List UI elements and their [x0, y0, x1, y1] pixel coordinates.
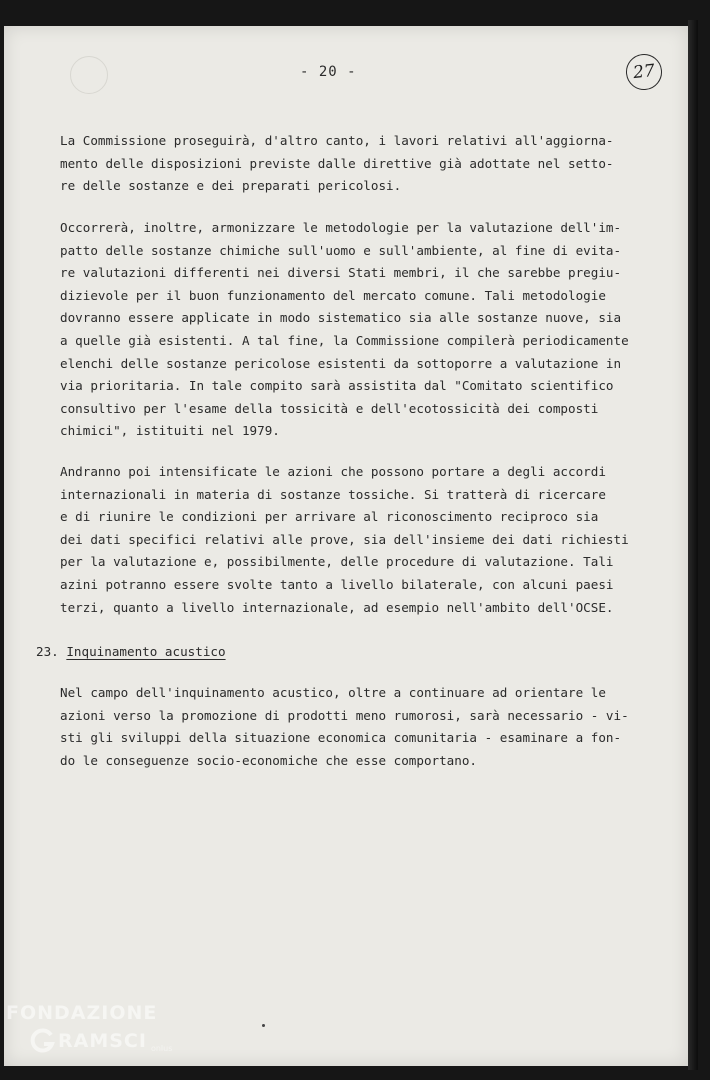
text-line: e di riunire le condizioni per arrivare al riconoscimento reciproco sia [60, 509, 599, 525]
folio-stamp: 27 [624, 52, 664, 92]
text-line: Nel campo dell'inquinamento acustico, oltre a continuare ad orientare le [60, 685, 606, 700]
text-line: dei dati specifici relativi alle prove, sia dell'insieme dei dati richiesti [60, 531, 629, 547]
paragraph-4 [60, 682, 629, 772]
text-line: Andranno poi intensificate le azioni che possono portare a degli accordi [60, 464, 606, 479]
text-line: internazionali in materia di sostanze tossiche. Si tratterà di ricercare [60, 486, 606, 502]
section-title: Inquinamento acustico [66, 644, 226, 659]
text-line: mento delle disposizioni previste dalle direttive già adottate nel setto- [60, 155, 614, 171]
watermark-logo: FONDAZIONE [6, 1002, 158, 1024]
text-line: per la valutazione e, possibilmente, delle procedure di valutazione. Tali [60, 554, 614, 570]
text-line: a quelle già esistenti. A tal fine, la Commissione compilerà periodicamente [60, 332, 629, 348]
section-heading [36, 641, 226, 663]
text-line: dovranno essere applicate in modo sistematico sia alle sostanze nuove, sia [60, 310, 622, 326]
watermark-logo-line [30, 1028, 172, 1054]
text-line: consultivo per l'esame della tossicità e dell'ecotossicità dei composti [60, 400, 599, 416]
paragraph-3 [60, 461, 629, 619]
text-line: patto delle sostanze chimiche sull'uomo e sull'ambiente, al fine di evita- [60, 242, 622, 258]
paragraph-1 [60, 130, 620, 198]
text-line: Occorrerà, inoltre, armonizzare le metodologie per la valutazione dell'im- [60, 220, 622, 235]
page-number: - 20 - [300, 64, 357, 80]
text-line: azini potranno essere svolte tanto a livello bilaterale, con alcuni paesi [60, 576, 614, 592]
text-line: azioni verso la promozione di prodotti meno rumorosi, sarà necessario - vi- [60, 707, 629, 723]
watermark-small-text: onlus [150, 1043, 173, 1053]
watermark-text: RAMSCI [58, 1030, 147, 1052]
paragraph-2 [60, 217, 629, 443]
text-line: via prioritaria. In tale compito sarà assistita dal "Comitato scientifico [60, 378, 614, 394]
text-line: terzi, quanto a livello internazionale, ad esempio nell'ambito dell'OCSE. [60, 599, 614, 615]
g-logo-icon [30, 1028, 56, 1054]
ink-speck [262, 1024, 265, 1027]
text-line: re valutazioni differenti nei diversi Stati membri, il che sarebbe pregiu- [60, 265, 622, 281]
text-line: elenchi delle sostanze pericolose esistenti da sottoporre a valutazione in [60, 355, 622, 371]
text-line: La Commissione proseguirà, d'altro canto, i lavori relativi all'aggiorna- [60, 133, 614, 148]
section-number: 23. [36, 644, 59, 659]
text-line: dizievole per il buon funzionamento del mercato comune. Tali metodologie [60, 287, 606, 303]
text-line: re delle sostanze e dei preparati pericolosi. [60, 178, 402, 194]
bleed-through-mark [70, 56, 108, 94]
page-edge [688, 20, 698, 1070]
text-line: do le conseguenze socio-economiche che esse comportano. [60, 752, 478, 768]
text-line: sti gli sviluppi della situazione economica comunitaria - esaminare a fon- [60, 730, 622, 746]
text-line: chimici", istituiti nel 1979. [60, 423, 280, 439]
